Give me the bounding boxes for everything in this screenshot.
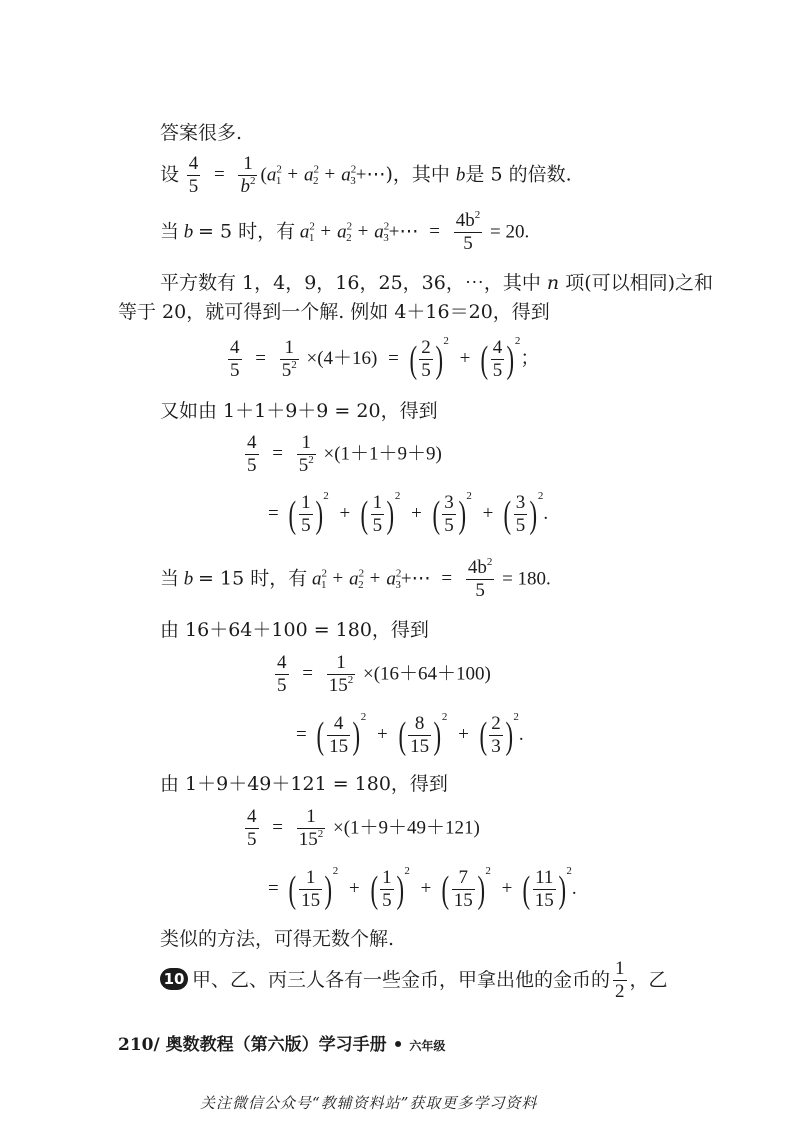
paragraph-example-2: 又如由 1＋1＋9＋9 = 20，得到 — [160, 400, 438, 422]
equation-setup: 设 $\frac{4}{5}$ = $\frac{1}{b^2}$ ($a^2_1 + a^2_2$ + $a^2_3+\cdots$)，其中 b是 5 的倍数. — [160, 153, 572, 198]
grade-label: 六年级 — [409, 1039, 446, 1053]
paragraph-1-9-49-121: 由 1＋9＋49＋121 = 180，得到 — [160, 773, 448, 795]
problem-10: 10 甲、乙、丙三人各有一些金币，甲拿出他的金币的 $\frac{1}{2}$ ，乙 — [160, 958, 668, 1004]
page-number: 210 — [118, 1035, 154, 1055]
paragraph-16-64-100: 由 16＋64＋100 = 180，得到 — [160, 619, 429, 641]
book-title: / 奥数教程（第六版）学习手册 — [153, 1035, 387, 1055]
equation-1-1-9-9-result: = ( $\frac{1}{5}$ )$^2$ + ( $\frac{1}{5}$ )$^2$ + ( $\frac{3}{5}$ )$^2$ + ( $\frac{3}{5}$ )$^2$. — [268, 490, 549, 537]
problem-10-text: 甲、乙、丙三人各有一些金币，甲拿出他的金币的 — [192, 968, 611, 991]
equation-1-9-49-121-result: = ( $\frac{1}{15}$ )$^2$ + ( $\frac{1}{5}$ )$^2$ + ( $\frac{7}{15}$ )$^2$ + ( $\frac{11}{15}$ )$^2$. — [268, 865, 577, 912]
page-footer: 210/ 奥数教程（第六版）学习手册 • 六年级 — [118, 1035, 446, 1055]
equation-16-64-100-result: = ( $\frac{4}{15}$ )$^2$ + ( $\frac{8}{15}$ )$^2$ + ( $\frac{2}{3}$ )$^2$. — [296, 711, 524, 758]
equation-1-1-9-9: $\frac{4}{5}$ = $\frac{1}{5^2}$ ×(1＋1＋9＋9) — [247, 432, 442, 477]
watermark-text: 关注微信公众号“教辅资料站”获取更多学习资料 — [200, 1094, 538, 1112]
paragraph-squares-2: 等于 20，就可得到一个解. 例如 4＋16＝20，得到 — [118, 301, 550, 323]
problem-number-badge: 10 — [160, 968, 188, 990]
equation-1-9-49-121: $\frac{4}{5}$ = $\frac{1}{15^2}$ ×(1＋9＋49＋121) — [247, 806, 480, 851]
equation-4-16: $\frac{4}{5}$ = $\frac{1}{5^2}$ ×(4＋16) = ( $\frac{2}{5}$ )$^2$ + ( $\frac{4}{5}$ )$^2$； — [230, 335, 540, 382]
answer-intro: 答案很多. — [160, 122, 243, 144]
paragraph-squares: 平方数有 1，4，9，16，25，36，⋯，其中 n 项(可以相同)之和 — [160, 272, 714, 294]
case-b-15: 当 b = 15 时，有 $a^2_1 + a^2_2$ + $a^2_3+\cdots$ = $\frac{4b^2}{5}$ = 180. — [160, 556, 551, 602]
paragraph-conclusion: 类似的方法，可得无数个解. — [160, 928, 395, 950]
equation-16-64-100: $\frac{4}{5}$ = $\frac{1}{15^2}$ ×(16＋64＋100) — [277, 652, 491, 697]
case-b-5: 当 b = 5 时，有 $a^2_1 + a^2_2$ + $a^2_3+\cdots$ = $\frac{4b^2}{5}$ = 20. — [160, 209, 530, 255]
